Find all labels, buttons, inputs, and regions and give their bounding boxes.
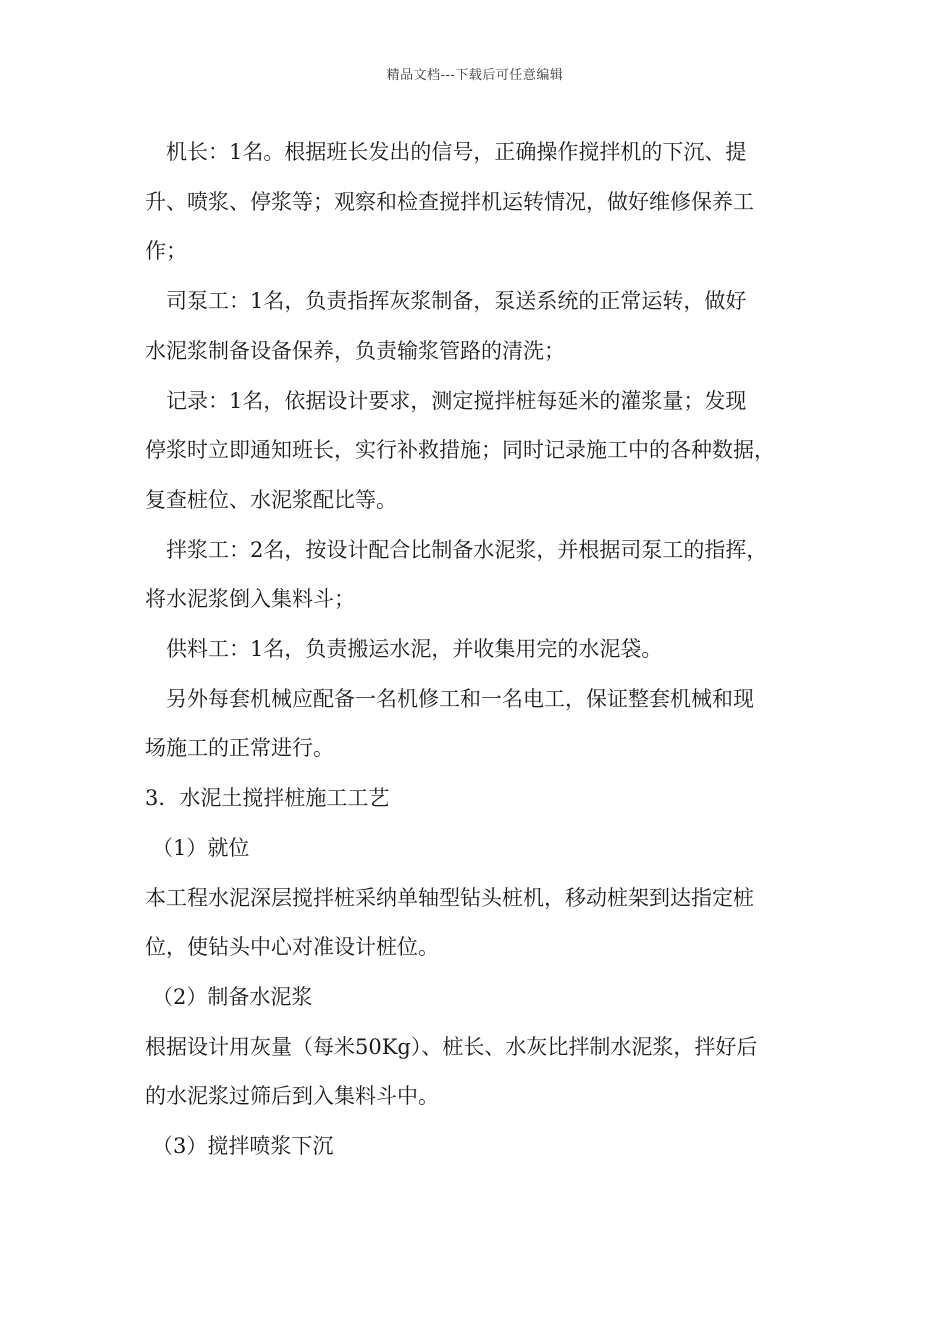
paragraph-line: 本工程水泥深层搅拌桩采纳单轴型钻头桩机，移动桩架到达指定桩 [145,885,754,910]
paragraph-line: 根据设计用灰量（每米50Kg）、桩长、水灰比拌制水泥浆，拌好后 [145,1034,758,1059]
subsection-heading: （2）制备水泥浆 [152,984,313,1009]
document-body [145,128,810,1172]
section-heading: 3．水泥土搅拌桩施工工艺 [145,786,390,811]
paragraph-line: 复查桩位、水泥浆配比等。 [145,487,397,512]
paragraph-line: 将水泥浆倒入集料斗； [145,587,355,612]
paragraph-line: 的水泥浆过筛后到入集料斗中。 [145,1084,439,1109]
paragraph-line: 机长：1名。根据班长发出的信号，正确操作搅拌机的下沉、提 [166,140,747,164]
paragraph-line: 升、喷浆、停浆等；观察和检查搅拌机运转情况，做好维修保养工 [145,189,754,214]
paragraph-line: 场施工的正常进行。 [145,736,334,761]
paragraph-line: 司泵工：1名，负责指挥灰浆制备，泵送系统的正常运转，做好 [166,289,747,314]
page-header: 精品文档---下载后可任意编辑 [386,68,564,83]
paragraph-line: 拌浆工：2名，按设计配合比制备水泥浆，并根据司泵工的指挥， [166,537,768,562]
paragraph-line: 停浆时立即通知班长，实行补救措施；同时记录施工中的各种数据， [145,438,775,463]
paragraph-line: 记录：1名，依据设计要求，测定搅拌桩每延米的灌浆量；发现 [166,388,747,413]
paragraph-line: 作； [145,239,187,264]
paragraph-line: 位，使钻头中心对准设计桩位。 [145,935,439,960]
paragraph-line: 供料工：1名，负责搬运水泥，并收集用完的水泥袋。 [166,637,663,662]
subsection-heading: （3）搅拌喷浆下沉 [152,1134,334,1159]
subsection-heading: （1）就位 [152,835,250,860]
paragraph-line: 另外每套机械应配备一名机修工和一名电工，保证整套机械和现 [166,686,754,711]
paragraph-line: 水泥浆制备设备保养，负责输浆管路的清洗； [145,338,565,363]
